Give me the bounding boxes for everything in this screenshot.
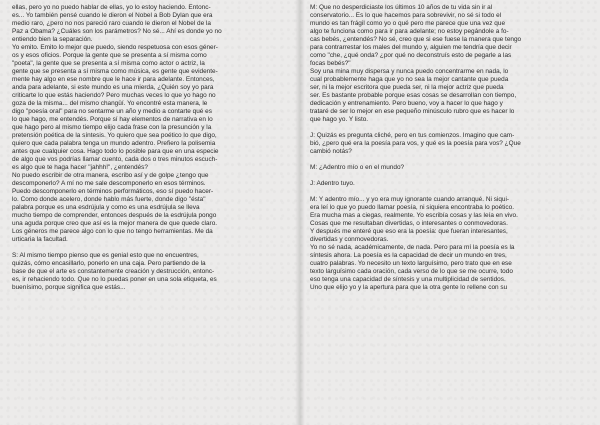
paragraph-gap [310, 124, 588, 132]
right-paragraph-2: J: Quizás es pregunta cliché, pero en tus comienzos. Imagino que cam- bió, ¿pero qué era la poesía para vos, y qué es la poesía para vos? ¿Que cambió notás? [310, 132, 521, 155]
page-gutter [295, 0, 305, 425]
right-paragraph-5: M: Y adentro mío... y yo era muy ignorante cuando arranqué. Ni siqui- era leí lo que yo puedo llamar poesía, ni siquiera encontraba lo poético. Era mucha mas a ciegas, realmente. Yo escribía cosas y las leía en vivo. Cosas que me resultaban divertidas, o interesantes o conmovedoras. Y después me enteré que eso era la poesía: que fueran interesantes, divertidas y conmovedoras. Yo no sé nada, académicamente, de nada. Pero para mí la poesía es la síntesis ahora. La poesía es la capacidad de decir un mundo en tres, cuatro palabras. Yo necesito un texto larguísimo, pero trato que en ese texto larguísimo cada oración, cada verso de lo que se me ocurre, todo eso tenga una capacidad de síntesis y una multiplicidad de sentidos. Uno que elijo yo y la apertura para que la otra gente lo rellene con su [310, 196, 518, 291]
right-page [300, 0, 600, 425]
right-paragraph-4: J: Adentro tuyo. [310, 180, 355, 187]
paragraph-gap [310, 188, 588, 196]
paragraph-gap [12, 244, 290, 252]
paragraph-gap [310, 172, 588, 180]
paragraph-gap [310, 156, 588, 164]
left-paragraph-2: S: Al mismo tiempo pienso que es genial esto que no encuentres, quizás, cómo encasillarlo, ponerlo en una caja. Pero partiendo de la base de que el arte es constantemente creación y destrucción, entonc- es, ir rehaciendo todo. Que no lo puedas poner en una sola etiqueta, es buenísimo, porque significa que estás... [12, 252, 217, 291]
right-paragraph-1: M: Que no desperdiciaste los últimos 10 años de tu vida sin ir al conservatorio... Es lo que hacemos para sobrevivir, no sé si todo el mundo es tan frágil como yo o qué pero me parece que una vez que algo te funciona como para ir para adelante; no estoy pegándole a fo- cas bebés, ¿entendés? No sé, creo que si ese fuese la manera que tengo para contrarrestar los males del mundo y, alguien me tendría que decir como "che, ¿qué onda? ¿por qué no deconstruís esto de pegarle a las focas bebés?" Soy una mina muy dispersa y nunca puedo concentrarme en nada, lo cual probablemente haga que yo no sea la mejor cantante que pueda ser, ni la mejor escritora que pueda ser, ni la mejor actriz que pueda ser. Es bastante probable porque esas cosas se desarrollan con tiempo, dedicación y entrenamiento. Pero bueno, voy a hacer lo que hago y trataré de ser lo mejor en ese pequeño minúsculo rubro que es hacer lo que hago yo. Y listo. [310, 4, 522, 123]
left-paragraph-1: ellas, pero yo no puedo hablar de ellas, yo lo estoy haciendo. Entonc- es... Yo también pensé cuando le dieron el Nobel a Bob Dylan que era medio raro, ¿pero no nos pareció raro cuando le dieron el Nobel de la Paz a Obama? ¿Cuáles son los parámetros? No sé... Ahí es donde yo no entiendo bien la separación. Yo emito. Emito lo mejor que puedo, siendo respetuosa con esos géner- os y esos oficios. Porque la gente que se presenta a sí misma como "poeta", la gente que se presenta a sí misma como actor o actriz, la gente que se presenta a sí misma como música, es gente que evidente- mente hay algo en ese nombre que le hace ir para adelante. Entonces, anda para adelante, si este mundo es una mierda, ¿Quién soy yo para criticarte lo que estás haciendo? Pero muchas veces lo que yo hago no goza de la misma... del mismo changüí. Yo encontré esta manera, le digo "poesía oral" para no sentarme un año y medio a contarte qué es lo que hago, me entendés. Porque sí hay elementos de narrativa en lo que hago pero al mismo tiempo elijo cada frase con la presunción y la pretensión poética de la síntesis. Yo quiero que sea poético lo que digo, quiero que cada palabra tenga un mundo adentro. Prefiero la polisemia antes que cualquier cosa. Hago todo lo posible para que en una especie de algo que vos podrías llamar cuento, cada dos o tres minutos escuch- es algo que te haga hacer "jahhh!", ¿entendés? No puedo escribir de otra manera, escribo así y de golpe ¿tengo que descomponerlo? A mí no me sale descomponerlo en esos términos. Puedo descomponerlo en términos performáticos, eso sí puedo hacer- lo. Como donde acelero, donde hablo más fuerte, donde digo "ésta" palabra porque es una esdrújula y como es una esdrújula se lleva mucho tiempo de comprender, entonces después de la esdrújula pongo una aguda porque creo que así es la mejor manera de que quede claro. Los géneros me parece algo con lo que no tengo herramientas. Me da urticaria la facultad. [12, 4, 222, 243]
right-paragraph-3: M: ¿Adentro mío o en el mundo? [310, 164, 405, 171]
